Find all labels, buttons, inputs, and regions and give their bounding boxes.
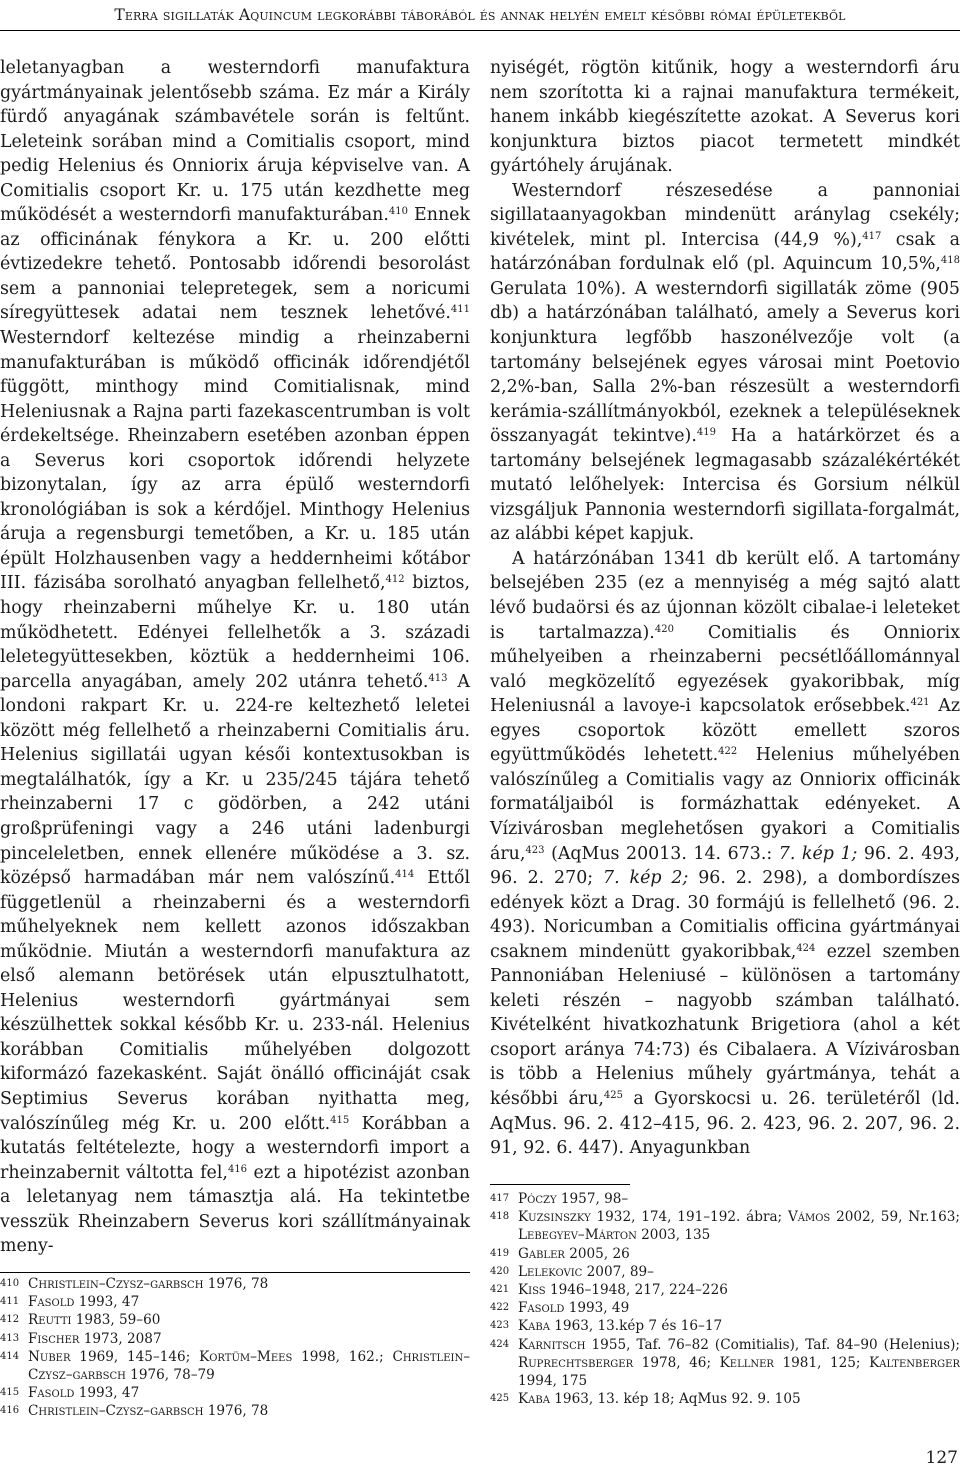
right-paragraph-1: nyiségét, rögtön kitűnik, hogy a westerndorfi áru nem szorította ki a rajnai manufaktura termékeit, hanem inkább kiegészítette azokat. A Severus kori konjunktura biztos piacot termetett mindkét gyártóhely árujának. — [490, 58, 960, 177]
footnote-author: Vámos — [787, 1209, 831, 1226]
footnote-author: Fasold — [518, 1300, 565, 1317]
footnote-author: Fischer — [28, 1330, 80, 1347]
footnote-text: 2002, 59, Nr.163; — [830, 1209, 960, 1226]
footnote-411 — [0, 1293, 470, 1311]
page-number: 127 — [925, 1448, 958, 1468]
footnote-text: 1963, 13.kép 7 és 16–17 — [549, 1318, 723, 1335]
footnote-text: 1994, 175 — [518, 1373, 588, 1390]
footnote-author: Kellner — [719, 1354, 774, 1371]
footnote-text: 1993, 47 — [74, 1385, 140, 1402]
running-head — [0, 0, 960, 46]
footnote-425 — [490, 1390, 960, 1408]
footnote-author: Póczy — [518, 1191, 557, 1207]
footnote-number: 423 — [490, 1320, 510, 1332]
footnote-author: Christlein–Czysz–garbsch — [28, 1403, 204, 1420]
footnote-number: 412 — [0, 1314, 20, 1326]
footnote-author: Kiss — [518, 1282, 546, 1299]
footnote-number: 411 — [0, 1296, 20, 1308]
footnote-ref-422[interactable]: 422 — [718, 746, 738, 758]
footnote-text: 1993, 49 — [564, 1300, 630, 1317]
footnote-ref-420[interactable]: 420 — [654, 623, 674, 635]
footnote-author: Fasold — [28, 1385, 75, 1402]
footnote-number: 415 — [0, 1387, 20, 1399]
footnote-text: 1973, 2087 — [79, 1330, 162, 1347]
footnote-number: 422 — [490, 1302, 510, 1314]
footnote-413 — [0, 1330, 470, 1348]
footnote-text: 1932, 174, 191–192. ábra; — [590, 1209, 788, 1226]
figure-ref[interactable]: 7. kép 2; — [603, 868, 689, 889]
footnote-417 — [490, 1190, 960, 1208]
footnote-ref-419[interactable]: 419 — [696, 427, 716, 439]
right-paragraph-3: A határzónában 1341 db került elő. A tartomány belsejében 235 (ez a mennyiség a még sajtó alatt lévő budaörsi és az újonnan közölt cibalae-i leleteket is tartalmazza).$^{420}$ Comitialis és Onniorix műhelyeiben a rheinzaberni pecsétlőállománnyal való megközelítő egyezések gyakoribbak, míg Heleniusnál a lavoye-i kapcsolatok erősebbek.$^{421}$ Az egyes csoportok között emellett szoros együttműködés lehetett.$^{422}$ Helenius műhelyében valószínűleg a Comitialis vagy az Onniorix officinák formatáljaiból is formázhattak edényeket. A Vízivárosban meglehetősen gyakori a Comitialis áru,$^{423}$ (AqMus 20013. 14. 673.: 7. kép 1; 96. 2. 493, 96. 2. 270; 7. kép 2; 96. 2. 298), a dombordíszes edények közt a Drag. 30 formájú is fellelhető (96. 2. 493). Noricumban a Comitialis officina gyártmányai csaknem mindenütt gyakoribbak,$^{424}$ ezzel szemben Pannoniában Heleniusé – különösen a tartomány keleti részén – nagyobb számban található. Kivételként hivatkozhatunk Brigetiora (ahol a két csoport aránya 74:73) és Cibalaera. A Vízivárosban is több a Helenius műhely gyártmánya, tehát a későbbi áru,$^{425}$ a Gyorskocsi u. 26. területéről (ld. AqMus. 96. 2. 412–415, 96. 2. 423, 96. 2. 207, 96. 2. 91, 92. 6. 447). Anyagunkban — [490, 548, 960, 1159]
footnote-author: Kaltenberger — [869, 1354, 960, 1371]
footnote-number: 413 — [0, 1332, 20, 1344]
footnote-415 — [0, 1384, 470, 1402]
footnote-author: Kaba — [518, 1391, 550, 1408]
footnote-422 — [490, 1299, 960, 1317]
right-column — [490, 56, 960, 1161]
footnote-ref-414[interactable]: 414 — [395, 869, 415, 881]
footnote-rule — [490, 1184, 630, 1185]
footnote-number: 416 — [0, 1405, 20, 1417]
footnote-text: 1976, 78 — [203, 1403, 269, 1420]
footnote-416 — [0, 1402, 470, 1420]
footnote-author: Christlein–Czysz–garbsch — [28, 1348, 470, 1384]
footnote-text: 1946–1948, 217, 224–226 — [545, 1282, 728, 1299]
footnote-author: Christlein–Czysz–garbsch — [28, 1276, 204, 1292]
footnote-421 — [490, 1281, 960, 1299]
footnote-number: 420 — [490, 1265, 510, 1277]
footnote-ref-424[interactable]: 424 — [796, 942, 816, 954]
footnote-text: 2007, 89– — [582, 1263, 654, 1280]
footnote-number: 417 — [490, 1193, 510, 1204]
footnote-author: Nuber — [28, 1348, 71, 1365]
footnote-ref-416[interactable]: 416 — [227, 1163, 248, 1175]
footnote-text: 1963, 13. kép 18; AqMus 92. 9. 105 — [549, 1391, 801, 1408]
footnote-text: 1981, 125; — [773, 1354, 870, 1371]
footnote-text: 1983, 59–60 — [71, 1312, 161, 1329]
footnote-author: Karnitsch — [518, 1336, 586, 1353]
footnote-number: 421 — [490, 1284, 510, 1296]
footnote-text: 1978, 46; — [633, 1354, 720, 1371]
footnote-number: 425 — [490, 1393, 510, 1405]
footnote-420 — [490, 1263, 960, 1281]
footnote-text: 1976, 78 — [203, 1276, 269, 1292]
footnote-text: 2003, 135 — [636, 1227, 711, 1244]
footnote-text: 1976, 78–79 — [125, 1367, 215, 1384]
figure-ref[interactable]: 7. kép 1; — [778, 843, 858, 864]
footnote-number: 418 — [490, 1211, 510, 1223]
footnote-414 — [0, 1348, 470, 1384]
footnote-author: Fasold — [28, 1294, 75, 1311]
footnote-ref-418[interactable]: 418 — [940, 255, 960, 267]
footnote-text: 1955, Taf. 76–82 (Comitialis), Taf. 84–90 (Helenius); — [585, 1336, 960, 1353]
footnote-410 — [0, 1275, 470, 1293]
footnote-ref-425[interactable]: 425 — [603, 1089, 623, 1101]
footnotes-right — [490, 1190, 960, 1408]
footnotes-left — [0, 1272, 470, 1421]
footnote-author: Ruprechtsberger — [518, 1354, 634, 1371]
footnote-author: Kaba — [518, 1318, 550, 1335]
footnote-author: Kuzsinszky — [518, 1209, 591, 1226]
running-head-text: Terra sigillaták Aquincum legkorábbi táborából és annak helyén emelt későbbi római épületekből — [114, 6, 846, 24]
footnote-ref-411[interactable]: 411 — [450, 304, 470, 316]
footnote-number: 424 — [490, 1338, 510, 1350]
footnote-418 — [490, 1208, 960, 1244]
footnote-text: 1993, 47 — [74, 1294, 140, 1311]
left-column — [0, 56, 470, 1259]
footnote-ref-412[interactable]: 412 — [385, 574, 405, 586]
footnote-author: Gabler — [518, 1245, 565, 1262]
footnote-423 — [490, 1317, 960, 1335]
footnote-419 — [490, 1245, 960, 1263]
footnote-412 — [0, 1311, 470, 1329]
footnote-author: Lelekovic — [518, 1263, 583, 1280]
footnote-number: 410 — [0, 1278, 20, 1289]
footnote-ref-413[interactable]: 413 — [428, 672, 448, 684]
footnote-text: 2005, 26 — [564, 1245, 630, 1262]
footnote-text: 1969, 145–146; — [70, 1348, 200, 1365]
footnote-author: Lebegyev–Márton — [518, 1227, 637, 1244]
footnote-424 — [490, 1336, 960, 1391]
footnote-ref-423[interactable]: 423 — [525, 844, 545, 856]
right-paragraph-2: Westerndorf részesedése a pannoniai sigillataanyagokban mindenütt aránylag csekély; kivételek, mint pl. Intercisa (44,9 %),$^{417}$ csak a határzónában fordulnak elő (pl. Aquincum 10,5%,$^{418}$ Gerulata 10%). A westerndorfi sigillaták zöme (905 db) a határzónában található, amely a Severus kori konjunktura legfőbb haszonélvezője volt (a tartomány belsejének egyes városai mint Poetovio 2,2%-ban, Salla 2%-ban részesült a westerndorfi kerámia-szállítmányokból, ezeknek a településeknek összanyagát tekintve).$^{419}$ Ha a határkörzet és a tartomány belsejének legmagasabb százalékértékét mutató lelőhelyek: Intercisa és Gorsium nélkül vizsgáljuk Pannonia westerndorfi sigillata-forgalmát, az alábbi képet kapjuk. — [490, 180, 960, 545]
footnote-ref-421[interactable]: 421 — [910, 697, 930, 709]
footnote-ref-410[interactable]: 410 — [388, 206, 409, 218]
footnote-text: 1998, 162.; — [292, 1348, 393, 1365]
footnote-number: 414 — [0, 1350, 20, 1362]
header-rule — [0, 30, 960, 31]
footnote-text: 1957, 98– — [556, 1191, 629, 1207]
footnote-author: Reutti — [28, 1312, 72, 1329]
footnote-number: 419 — [490, 1247, 510, 1259]
left-paragraph: leletanyagban a westerndorfi manufaktura gyártmányainak jelentősebb száma. Ez már a Király fürdő anyagának számbavétele során is feltűnt. Leleteink sorában mind a Comitialis csoport, mind pedig Helenius és Onniorix áruja képviselve van. A Comitialis csoport Kr. u. 175 után kezdhette meg működését a westerndorfi manufakturában.$^{410}$ Ennek az officinának fénykora a Kr. u. 200 előtti évtizedekre tehető. Pontosabb időrendi besorolást sem a pannoniai telepretegek, sem a noricumi síregyüttesek adatai nem tesznek lehetővé.$^{411}$ Westerndorf keltezése mindig a rheinzaberni manufakturában is működő officinák időrendjétől függött, minthogy mind Comitialisnak, mind Heleniusnak a Rajna parti fazekascentrumban is volt érdekeltsége. Rheinzabern esetében azonban éppen a Severus kori csoportok időrendi helyzete bizonytalan, így az arra épülő westerndorfi kronológiában is sok a kérdőjel. Minthogy Helenius áruja a regensburgi temetőben, a Kr. u. 185 után épült Holzhausenben vagy a heddernheimi kőtábor III. fázisába sorolható anyagban fellelhető,$^{412}$ biztos, hogy rheinzaberni műhelye Kr. u. 180 után működhetett. Edényei fellelhetők a 3. századi leletegyüttesekben, köztük a heddernheimi 106. parcella anyagában, amely 202 utánra tehető.$^{413}$ A londoni rakpart Kr. u. 224-re keltezhető leletei között még fellelhető a rheinzaberni Comitialis áru. Helenius sigillatái ugyan késői kontextusokban is megtalálhatók, így a Kr. u 235/245 tájára tehető rheinzaberni 17 c gödörben, a 242 utáni großprüfeningi vagy a 246 utáni ladenburgi pinceleletben, ennek ellenére működése a 3. sz. középső harmadában már nem valószínű.$^{414}$ Ettől függetlenül a rheinzaberni és a westerndorfi műhelyeknek nem kellett azonos időszakban működnie. Miután a westerndorfi manufaktura az első alemann betörések után elpusztulhatott, Helenius westerndorfi gyártmányai sem készülhettek sokkal később Kr. u. 233-nál. Helenius korábban Comitialis műhelyében dolgozott kiformázó fazekasként. Saját önálló officináját csak Septimius Severus korában nyithatta meg, valószínűleg még Kr. u. 200 előtt.$^{415}$ Korábban a kutatás feltételezte, hogy a westerndorfi import a rheinzabernit váltotta fel,$^{416}$ ezt a hipotézist azonban a leletanyag nem támasztja alá. Ha tekintetbe vesszük Rheinzabern Severus kori szállítmányainak meny- — [0, 58, 471, 1257]
footnote-ref-417[interactable]: 417 — [862, 230, 882, 242]
footnote-ref-415[interactable]: 415 — [330, 1114, 350, 1126]
footnote-author: Kortüm–Mees — [199, 1348, 293, 1365]
